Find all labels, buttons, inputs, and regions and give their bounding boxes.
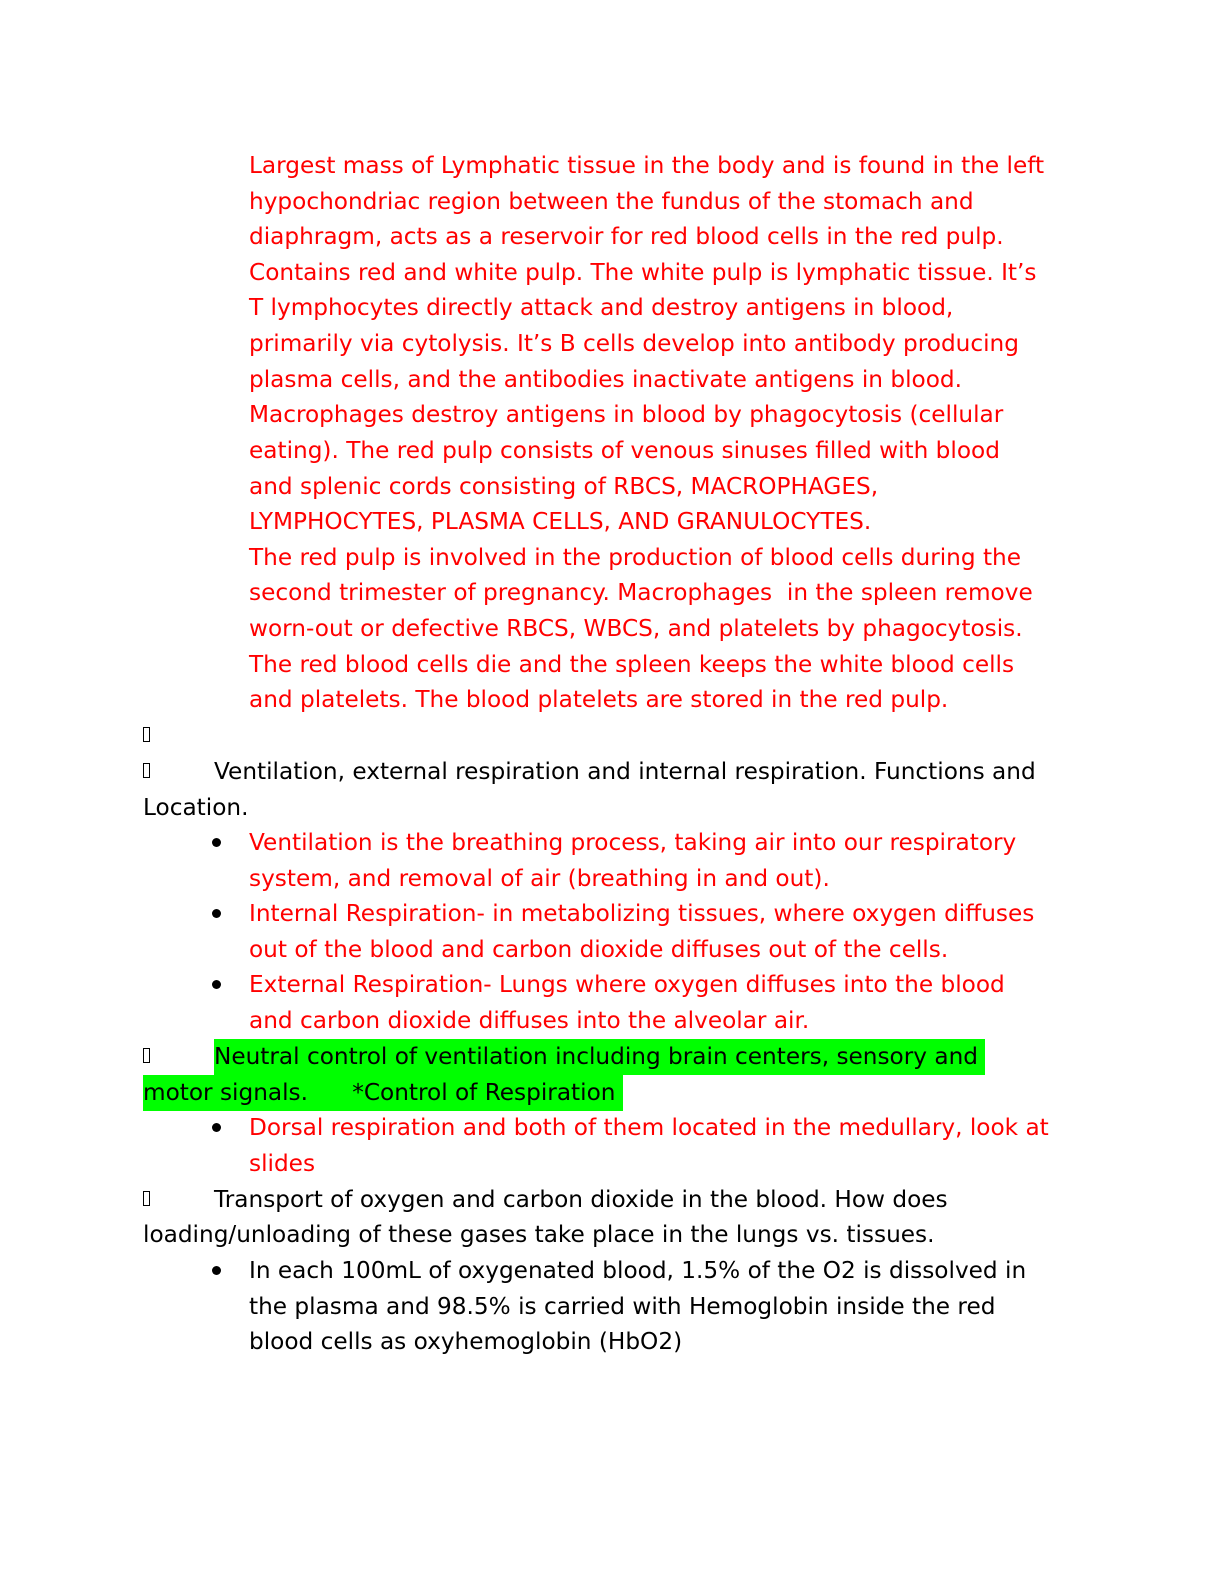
paragraph-line: The red pulp is involved in the production of blood cells during the bbox=[249, 544, 1022, 571]
paragraph-line: The red blood cells die and the spleen keeps the white blood cells bbox=[249, 651, 1015, 678]
missing-glyph-icon bbox=[143, 1048, 150, 1063]
paragraph-line: plasma cells, and the antibodies inactivate antigens in blood. bbox=[249, 366, 962, 393]
missing-glyph-icon bbox=[143, 1191, 150, 1206]
answer-line: out of the blood and carbon dioxide diffuses out of the cells. bbox=[249, 936, 949, 963]
answer-line: slides bbox=[249, 1150, 316, 1177]
answer-line: In each 100mL of oxygenated blood, 1.5% of the O2 is dissolved in bbox=[249, 1257, 1027, 1284]
bullet-icon bbox=[212, 980, 221, 989]
paragraph-line: diaphragm, acts as a reservoir for red blood cells in the red pulp. bbox=[249, 223, 1004, 250]
paragraph-line: Contains red and white pulp. The white pulp is lymphatic tissue. It’s bbox=[249, 259, 1037, 286]
paragraph-line: Macrophages destroy antigens in blood by phagocytosis (cellular bbox=[249, 401, 1004, 428]
question-line: Location. bbox=[143, 794, 249, 821]
answer-line: the plasma and 98.5% is carried with Hemoglobin inside the red bbox=[249, 1293, 996, 1320]
question-line: loading/unloading of these gases take place in the lungs vs. tissues. bbox=[143, 1221, 935, 1248]
paragraph-line: hypochondriac region between the fundus of the stomach and bbox=[249, 188, 974, 215]
question-line-highlighted: Neutral control of ventilation including brain centers, sensory and bbox=[214, 1039, 985, 1075]
paragraph-line: primarily via cytolysis. It’s B cells develop into antibody producing bbox=[249, 330, 1019, 357]
bullet-icon bbox=[212, 1123, 221, 1132]
paragraph-line: T lymphocytes directly attack and destroy antigens in blood, bbox=[249, 294, 954, 321]
paragraph-line: worn-out or defective RBCS, WBCS, and platelets by phagocytosis. bbox=[249, 615, 1023, 642]
answer-line: Ventilation is the breathing process, taking air into our respiratory bbox=[249, 829, 1017, 856]
paragraph-line: LYMPHOCYTES, PLASMA CELLS, AND GRANULOCYTES. bbox=[249, 508, 872, 535]
answer-line: system, and removal of air (breathing in and out). bbox=[249, 865, 830, 892]
answer-line: and carbon dioxide diffuses into the alveolar air. bbox=[249, 1007, 810, 1034]
bullet-icon bbox=[212, 909, 221, 918]
question-line: Ventilation, external respiration and internal respiration. Functions and bbox=[214, 758, 1036, 785]
missing-glyph-icon bbox=[143, 763, 150, 778]
bullet-icon bbox=[212, 1266, 221, 1275]
paragraph-line: and platelets. The blood platelets are stored in the red pulp. bbox=[249, 686, 949, 713]
question-line-highlighted: motor signals. *Control of Respiration bbox=[143, 1075, 623, 1111]
bullet-icon bbox=[212, 838, 221, 847]
paragraph-line: and splenic cords consisting of RBCS, MACROPHAGES, bbox=[249, 473, 879, 500]
answer-line: blood cells as oxyhemoglobin (HbO2) bbox=[249, 1328, 683, 1355]
answer-line: Dorsal respiration and both of them located in the medullary, look at bbox=[249, 1114, 1049, 1141]
missing-glyph-icon bbox=[143, 727, 150, 742]
paragraph-line: second trimester of pregnancy. Macrophages in the spleen remove bbox=[249, 579, 1033, 606]
paragraph-line: Largest mass of Lymphatic tissue in the body and is found in the left bbox=[249, 152, 1045, 179]
answer-line: External Respiration- Lungs where oxygen diffuses into the blood bbox=[249, 971, 1005, 998]
paragraph-line: eating). The red pulp consists of venous sinuses filled with blood bbox=[249, 437, 1000, 464]
question-line: Transport of oxygen and carbon dioxide in the blood. How does bbox=[214, 1186, 948, 1213]
answer-line: Internal Respiration- in metabolizing tissues, where oxygen diffuses bbox=[249, 900, 1035, 927]
